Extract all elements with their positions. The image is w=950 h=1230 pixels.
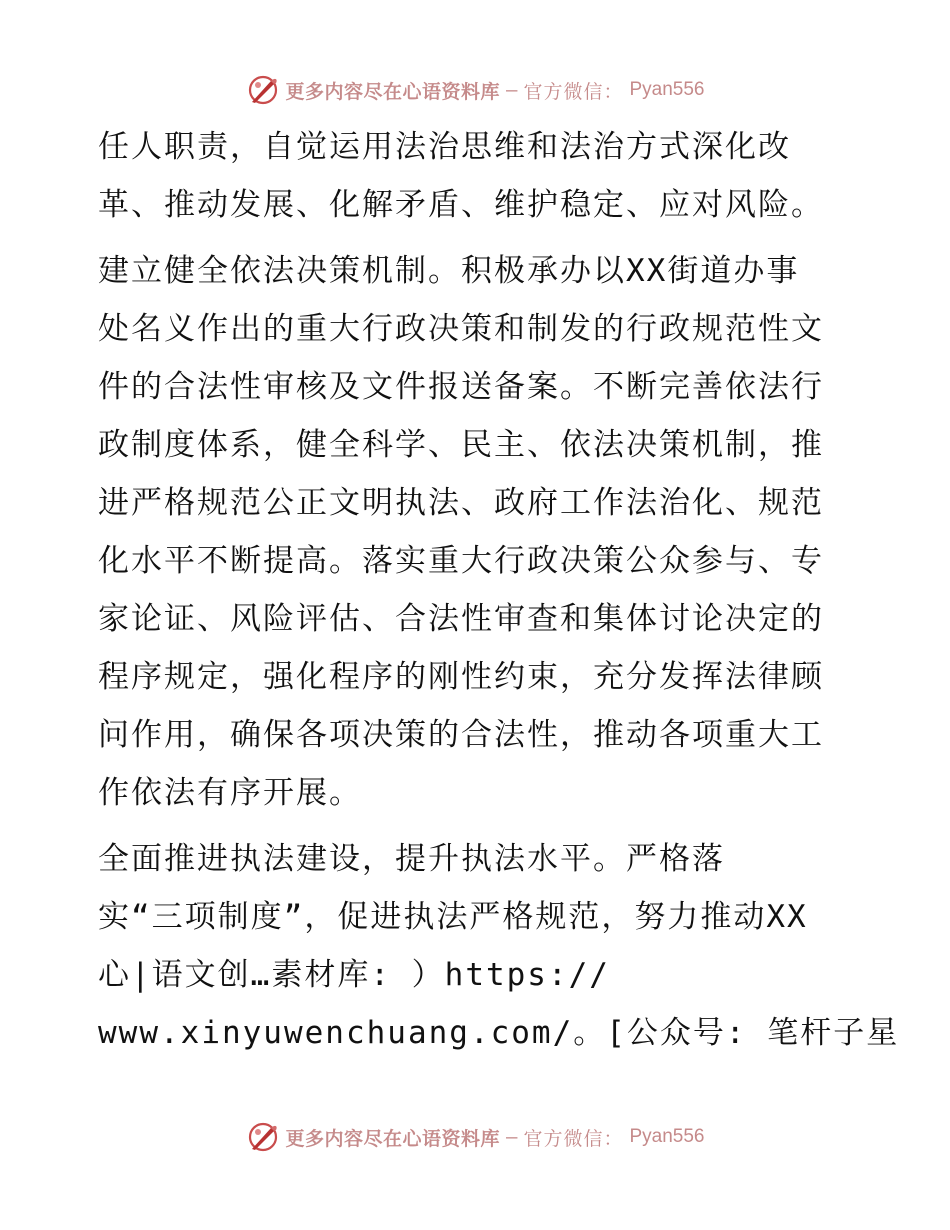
banner-official-label: 官方微信： [523, 80, 624, 103]
text-line: 进严格规范公正文明执法、政府工作法治化、规范 [98, 485, 824, 521]
text-line: www.xinyuwenchuang.com/。[公众号: 笔杆子星 [98, 1015, 900, 1051]
text-line: 处名义作出的重大行政决策和制发的行政规范性文 [98, 311, 824, 347]
banner-dash: — [506, 1126, 518, 1148]
text-line: 件的合法性审核及文件报送备案。不断完善依法行 [98, 369, 824, 405]
text-line: 心|语文创…素材库: ）https:// [98, 957, 610, 993]
document-body [98, 118, 900, 1062]
banner-brand-text: 更多内容尽在心语资料库 [285, 1127, 501, 1150]
text-line: 作依法有序开展。 [98, 775, 362, 811]
footer-watermark [246, 1120, 705, 1154]
header-watermark-banner [0, 68, 950, 112]
banner-dash: — [506, 79, 518, 101]
text-line: 建立健全依法决策机制。积极承办以XX街道办事 [98, 253, 800, 289]
text-line: 家论证、风险评估、合法性审查和集体讨论决定的 [98, 601, 824, 637]
text-line: 实“三项制度”，促进执法严格规范，努力推动XX [98, 899, 808, 935]
paragraph-2 [98, 242, 878, 822]
text-line: 全面推进执法建设，提升执法水平。严格落 [98, 841, 725, 877]
text-line: 化水平不断提高。落实重大行政决策公众参与、专 [98, 543, 824, 579]
banner-official-label: 官方微信： [523, 1127, 624, 1150]
text-line: 问作用，确保各项决策的合法性，推动各项重大工 [98, 717, 824, 753]
quill-pen-logo-icon [246, 1120, 280, 1154]
paragraph-3 [98, 830, 900, 1062]
quill-pen-logo-icon [246, 73, 280, 107]
text-line: 政制度体系，健全科学、民主、依法决策机制，推 [98, 427, 824, 463]
banner-brand-text: 更多内容尽在心语资料库 [285, 80, 501, 103]
footer-watermark-banner [0, 1115, 950, 1159]
paragraph-1 [98, 118, 878, 234]
text-line: 任人职责，自觉运用法治思维和法治方式深化改 [98, 129, 791, 165]
text-line: 程序规定，强化程序的刚性约束，充分发挥法律顾 [98, 659, 824, 695]
banner-wechat-id: Pyan556 [629, 79, 705, 100]
text-line: 革、推动发展、化解矛盾、维护稳定、应对风险。 [98, 187, 824, 223]
banner-wechat-id: Pyan556 [629, 1126, 705, 1147]
header-watermark [246, 73, 705, 107]
